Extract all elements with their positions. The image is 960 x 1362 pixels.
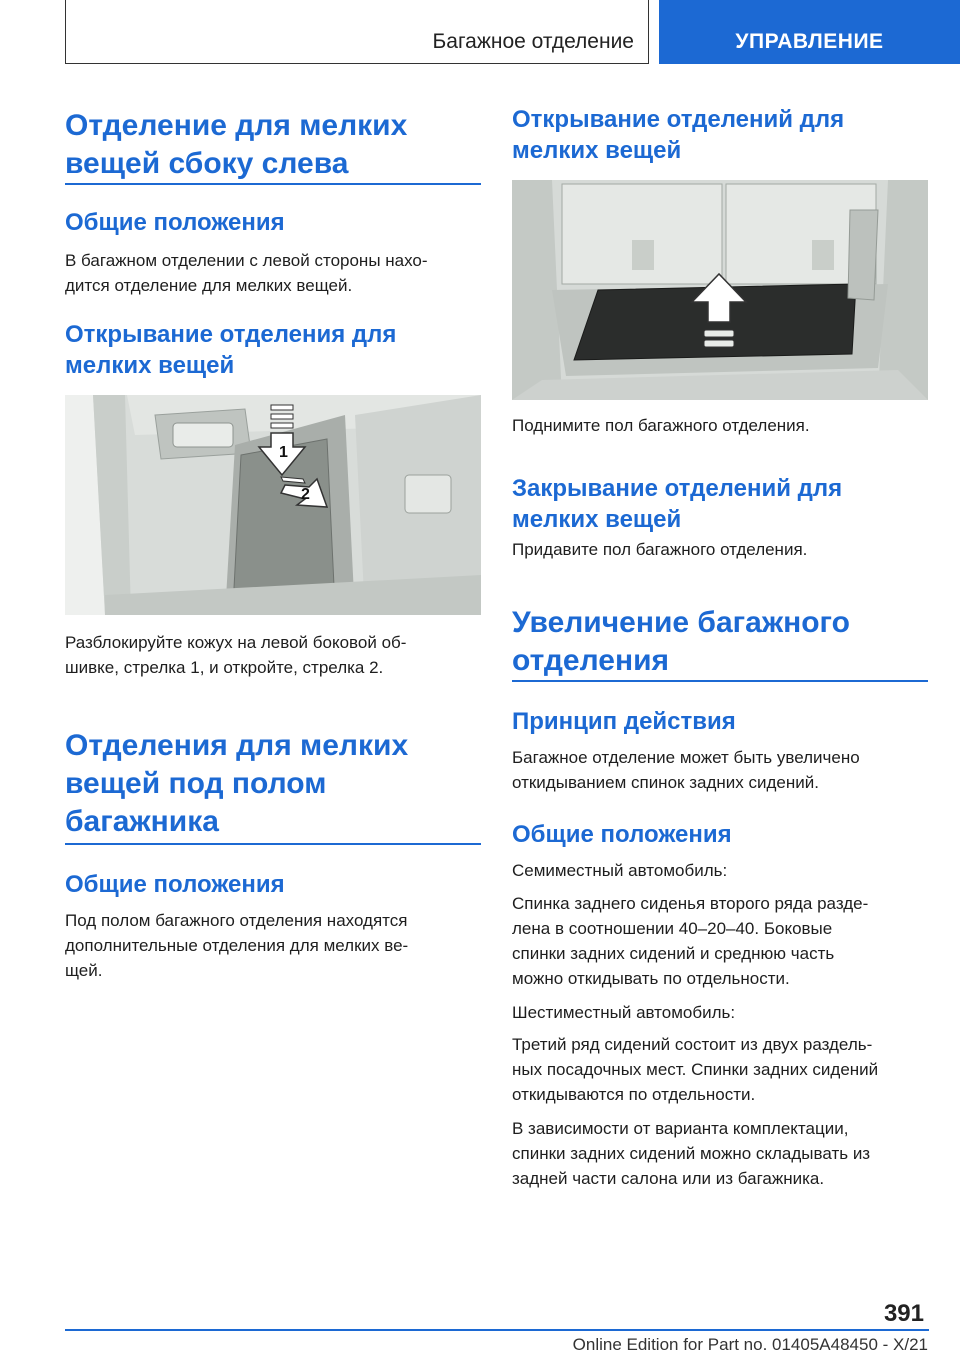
footer-rule — [65, 1329, 929, 1331]
page-number: 391 — [883, 1300, 924, 1327]
section-tab — [65, 0, 649, 64]
subheading-opening-compartments: Открывание отделений для мелких вещей — [512, 106, 845, 164]
subheading-principle: Принцип действия — [512, 708, 736, 735]
paragraph-third-row: Третий ряд сидений состоит из двух раздель- ных посадочных мест. Спинки задних сидений откидываются по отдельности. — [512, 1035, 879, 1104]
paragraph-press-floor: Придавите пол багажного отделения. — [512, 540, 808, 559]
subheading-general-2: Общие положения — [65, 871, 285, 898]
paragraph-principle: Багажное отделение может быть увеличено откидыванием спинок задних сидений. — [512, 748, 860, 792]
page-header — [0, 0, 960, 66]
paragraph-general: В багажном отделении с левой стороны нахо- дится отделение для мелких вещей. — [65, 251, 428, 295]
figure-side-compartment — [65, 395, 481, 615]
caption-side-compartment: Разблокируйте кожух на левой боковой об- шивке, стрелка 1, и откройте, стрелка 2. — [65, 633, 407, 677]
heading-rule — [65, 183, 481, 185]
paragraph-split-40-20-40: Спинка заднего сиденья второго ряда разде- лена в соотношении 40–20–40. Боковые спинки задних сидений и среднюю часть можно откидывать по отдельности. — [512, 894, 869, 988]
trunk-floor-illustration — [512, 180, 928, 400]
figure-trunk-floor — [512, 180, 928, 400]
subheading-opening-compartment: Открывание отделения для мелких вещей — [65, 321, 397, 379]
heading-rule — [512, 680, 928, 682]
figure-label-2: 2 — [301, 486, 310, 503]
paragraph-seven-seat: Семиместный автомобиль: — [512, 861, 728, 880]
subheading-general-3: Общие положения — [512, 821, 732, 848]
chapter-title: УПРАВЛЕНИЕ — [735, 30, 884, 53]
heading-underfloor-compartments: Отделения для мелких вещей под полом багажника — [65, 729, 409, 838]
side-compartment-illustration — [65, 395, 481, 615]
caption-lift-floor: Поднимите пол багажного отделения. — [512, 416, 810, 435]
figure-label-1: 1 — [279, 444, 288, 461]
section-title: Багажное отделение — [432, 30, 634, 53]
chapter-tab — [659, 0, 960, 64]
paragraph-underfloor: Под полом багажного отделения находятся дополнительные отделения для мелких ве- щей. — [65, 911, 409, 980]
heading-enlarge-trunk: Увеличение багажного отделения — [512, 606, 850, 677]
subheading-closing-compartments: Закрывание отделений для мелких вещей — [512, 475, 843, 533]
subheading-general: Общие положения — [65, 209, 285, 236]
heading-rule — [65, 843, 481, 845]
paragraph-six-seat: Шестиместный автомобиль: — [512, 1003, 736, 1022]
paragraph-folding-options: В зависимости от варианта комплектации, спинки задних сидений можно складывать из задней части салона или из багажника. — [512, 1119, 871, 1188]
footer-edition-text: Online Edition for Part no. 01405A48450 - X/21 — [572, 1335, 928, 1354]
heading-side-compartment: Отделение для мелких вещей сбоку слева — [65, 109, 408, 180]
